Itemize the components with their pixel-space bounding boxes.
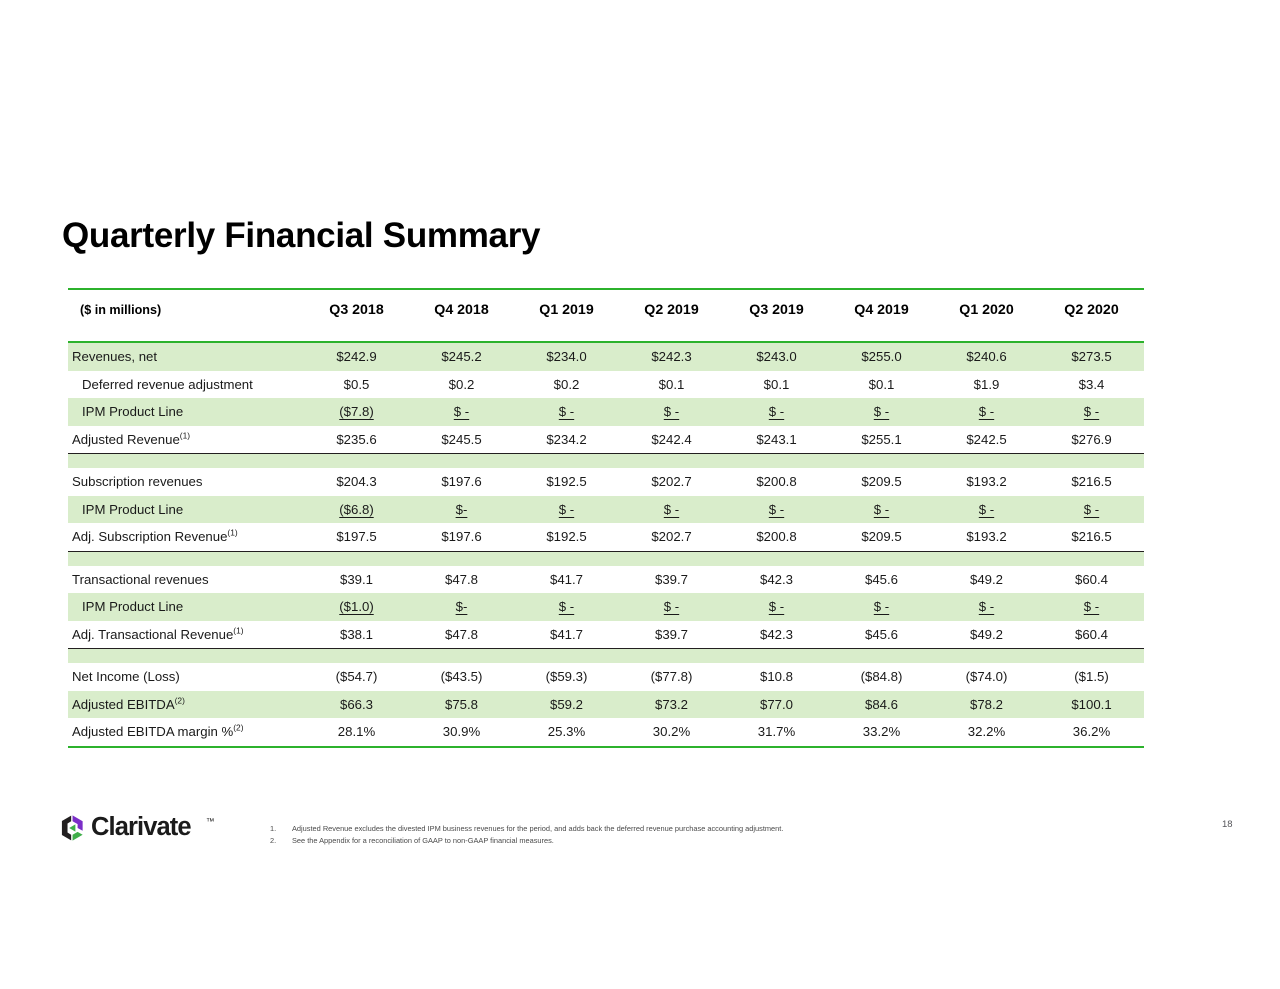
cell-value: ($1.5) bbox=[1074, 669, 1109, 685]
row-label bbox=[68, 468, 304, 496]
cell-value: $234.2 bbox=[546, 431, 587, 447]
table-cell bbox=[724, 621, 829, 649]
table-cell bbox=[304, 496, 409, 524]
table-cell bbox=[1039, 426, 1144, 454]
cell-value: ($74.0) bbox=[965, 669, 1008, 685]
table-cell bbox=[304, 691, 409, 719]
cell-value: $240.6 bbox=[966, 349, 1007, 365]
table-row bbox=[68, 566, 1144, 594]
cell-value: $75.8 bbox=[444, 696, 478, 712]
cell-value: 32.2% bbox=[967, 724, 1006, 740]
table-cell bbox=[619, 523, 724, 551]
trademark-symbol: ™ bbox=[206, 816, 215, 826]
page-title: Quarterly Financial Summary bbox=[62, 216, 541, 255]
cell-value: $235.6 bbox=[336, 431, 377, 447]
table-row bbox=[68, 523, 1144, 551]
row-label bbox=[68, 718, 304, 747]
units-header: ($ in millions) bbox=[80, 303, 162, 317]
cell-value: $100.1 bbox=[1071, 696, 1112, 712]
cell-value: $41.7 bbox=[549, 571, 583, 587]
cell-value: $ - bbox=[873, 599, 890, 615]
spacer-band bbox=[68, 332, 1144, 342]
table-cell bbox=[934, 468, 1039, 496]
cell-value: $197.6 bbox=[441, 529, 482, 545]
green-rule bbox=[68, 747, 1144, 748]
cell-value: $200.8 bbox=[756, 529, 797, 545]
cell-value: $47.8 bbox=[444, 626, 478, 642]
cell-value: $197.5 bbox=[336, 529, 377, 545]
cell-value: $ - bbox=[873, 501, 890, 517]
column-header-q4-2018: Q4 2018 bbox=[434, 302, 489, 318]
cell-value: $10.8 bbox=[759, 669, 793, 685]
spacer-cell bbox=[68, 332, 1144, 342]
cell-value: $ - bbox=[978, 404, 995, 420]
table-cell bbox=[304, 593, 409, 621]
table-cell bbox=[619, 718, 724, 747]
cell-value: 30.9% bbox=[442, 724, 481, 740]
cell-value: $ - bbox=[453, 404, 470, 420]
table-cell bbox=[829, 426, 934, 454]
table-cell bbox=[934, 593, 1039, 621]
row-label-text: Adjusted EBITDA bbox=[72, 696, 175, 712]
row-label-text: Subscription revenues bbox=[72, 474, 203, 490]
row-label-text: IPM Product Line bbox=[82, 404, 184, 420]
footnote-marker: (1) bbox=[179, 430, 191, 441]
table-row bbox=[68, 718, 1144, 747]
cell-value: $ - bbox=[978, 501, 995, 517]
row-label-text: IPM Product Line bbox=[82, 501, 184, 517]
cell-value: $42.3 bbox=[759, 571, 793, 587]
table-cell bbox=[934, 496, 1039, 524]
table-cell bbox=[829, 718, 934, 747]
footnotes bbox=[270, 823, 970, 846]
quarterly-financial-table bbox=[68, 288, 1144, 748]
table-cell bbox=[934, 621, 1039, 649]
table-cell bbox=[934, 663, 1039, 691]
cell-value: $49.2 bbox=[969, 571, 1003, 587]
cell-value: $42.3 bbox=[759, 626, 793, 642]
table-cell bbox=[514, 691, 619, 719]
cell-value: $ - bbox=[558, 599, 575, 615]
cell-value: $ - bbox=[873, 404, 890, 420]
cell-value: $0.5 bbox=[343, 376, 370, 392]
table-cell bbox=[1039, 371, 1144, 399]
cell-value: $ - bbox=[1083, 404, 1100, 420]
row-label-text: Adj. Subscription Revenue bbox=[72, 529, 228, 545]
table-cell bbox=[934, 398, 1039, 426]
cell-value: $216.5 bbox=[1071, 474, 1112, 490]
table-cell bbox=[619, 663, 724, 691]
table-cell bbox=[514, 523, 619, 551]
footnote-number: 2. bbox=[270, 835, 277, 845]
cell-value: ($1.0) bbox=[339, 599, 374, 615]
cell-value: $0.1 bbox=[763, 376, 790, 392]
rule-cell bbox=[68, 747, 1144, 748]
row-label bbox=[68, 371, 304, 399]
footnote-item bbox=[270, 823, 970, 835]
table-cell bbox=[829, 343, 934, 371]
table-cell bbox=[619, 468, 724, 496]
table-row bbox=[68, 343, 1144, 371]
cell-value: $45.6 bbox=[864, 626, 898, 642]
table-cell bbox=[514, 426, 619, 454]
table-cell bbox=[409, 621, 514, 649]
table-cell bbox=[724, 718, 829, 747]
clarivate-logo bbox=[58, 812, 218, 846]
cell-value: $192.5 bbox=[546, 474, 587, 490]
cell-value: ($59.3) bbox=[545, 669, 588, 685]
spacer-cell bbox=[68, 552, 1144, 566]
table-row bbox=[68, 468, 1144, 496]
column-header-q2-2020: Q2 2020 bbox=[1064, 302, 1119, 318]
table-cell bbox=[304, 621, 409, 649]
table-cell bbox=[619, 426, 724, 454]
cell-value: $255.1 bbox=[861, 431, 902, 447]
cell-value: $209.5 bbox=[861, 529, 902, 545]
cell-value: $0.1 bbox=[658, 376, 685, 392]
cell-value: $0.2 bbox=[553, 376, 580, 392]
table-row bbox=[68, 691, 1144, 719]
table-cell bbox=[409, 371, 514, 399]
cell-value: 33.2% bbox=[862, 724, 901, 740]
cell-value: $59.2 bbox=[549, 696, 583, 712]
footnote-marker: (1) bbox=[233, 625, 244, 636]
table-row bbox=[68, 426, 1144, 454]
table-cell bbox=[514, 663, 619, 691]
table-body bbox=[68, 289, 1144, 748]
table-cell bbox=[619, 593, 724, 621]
table-cell bbox=[514, 593, 619, 621]
table-cell bbox=[934, 426, 1039, 454]
row-label bbox=[68, 663, 304, 691]
table-cell bbox=[829, 523, 934, 551]
table-row bbox=[68, 663, 1144, 691]
cell-value: $77.0 bbox=[759, 696, 793, 712]
table-cell bbox=[724, 663, 829, 691]
table-cell bbox=[1039, 663, 1144, 691]
cell-value: $- bbox=[455, 599, 468, 615]
table-cell bbox=[304, 663, 409, 691]
table-cell bbox=[1039, 343, 1144, 371]
table-cell bbox=[934, 371, 1039, 399]
table-cell bbox=[409, 468, 514, 496]
cell-value: ($7.8) bbox=[339, 404, 374, 420]
table-cell bbox=[619, 496, 724, 524]
cell-value: ($43.5) bbox=[440, 669, 483, 685]
table-cell bbox=[1039, 691, 1144, 719]
cell-value: $193.2 bbox=[966, 474, 1007, 490]
cell-value: $202.7 bbox=[651, 529, 692, 545]
cell-value: $245.2 bbox=[441, 349, 482, 365]
table-cell bbox=[1039, 398, 1144, 426]
table-cell bbox=[934, 691, 1039, 719]
cell-value: 36.2% bbox=[1072, 724, 1111, 740]
table-cell bbox=[514, 621, 619, 649]
table-cell bbox=[619, 691, 724, 719]
table-cell bbox=[724, 523, 829, 551]
table-cell bbox=[619, 566, 724, 594]
table-cell bbox=[934, 718, 1039, 747]
table-cell bbox=[304, 523, 409, 551]
cell-value: $202.7 bbox=[651, 474, 692, 490]
cell-value: $ - bbox=[558, 501, 575, 517]
row-label-text: Adjusted Revenue bbox=[72, 431, 180, 447]
logo-wordmark: Clarivate bbox=[91, 813, 191, 841]
cell-value: $197.6 bbox=[441, 474, 482, 490]
cell-value: $39.7 bbox=[654, 626, 688, 642]
spacer-band bbox=[68, 552, 1144, 566]
cell-value: $245.5 bbox=[441, 431, 482, 447]
cell-value: $45.6 bbox=[864, 571, 898, 587]
cell-value: $78.2 bbox=[969, 696, 1003, 712]
cell-value: ($54.7) bbox=[335, 669, 378, 685]
table-cell bbox=[409, 523, 514, 551]
cell-value: $ - bbox=[663, 599, 680, 615]
row-label bbox=[68, 426, 304, 454]
cell-value: $1.9 bbox=[973, 376, 1000, 392]
row-label bbox=[68, 496, 304, 524]
row-label-text: Adj. Transactional Revenue bbox=[72, 626, 234, 642]
table-cell bbox=[409, 398, 514, 426]
cell-value: $ - bbox=[558, 404, 575, 420]
spacer-cell bbox=[68, 454, 1144, 468]
cell-value: $39.7 bbox=[654, 571, 688, 587]
row-label bbox=[68, 621, 304, 649]
row-label bbox=[68, 343, 304, 371]
table-cell bbox=[409, 718, 514, 747]
table-cell bbox=[724, 468, 829, 496]
footnote-marker: (1) bbox=[227, 527, 238, 538]
cell-value: $ - bbox=[663, 404, 680, 420]
table-cell bbox=[409, 691, 514, 719]
table-cell bbox=[1039, 593, 1144, 621]
row-label bbox=[68, 398, 304, 426]
cell-value: $276.9 bbox=[1071, 431, 1112, 447]
cell-value: $73.2 bbox=[654, 696, 688, 712]
cell-value: $60.4 bbox=[1074, 571, 1108, 587]
column-header-q3-2018: Q3 2018 bbox=[329, 302, 384, 318]
cell-value: $0.1 bbox=[868, 376, 895, 392]
table-cell bbox=[829, 566, 934, 594]
table-cell bbox=[1039, 523, 1144, 551]
table-cell bbox=[934, 566, 1039, 594]
cell-value: $84.6 bbox=[864, 696, 898, 712]
cell-value: $243.1 bbox=[756, 431, 797, 447]
table-row bbox=[68, 593, 1144, 621]
table-cell bbox=[409, 426, 514, 454]
table-cell bbox=[724, 398, 829, 426]
cell-value: $47.8 bbox=[444, 571, 478, 587]
cell-value: $242.5 bbox=[966, 431, 1007, 447]
table-row bbox=[68, 398, 1144, 426]
table-cell bbox=[829, 496, 934, 524]
cell-value: $ - bbox=[768, 599, 785, 615]
table-cell bbox=[514, 468, 619, 496]
table-cell bbox=[829, 468, 934, 496]
table-cell bbox=[1039, 496, 1144, 524]
table-cell bbox=[304, 371, 409, 399]
table-cell bbox=[829, 398, 934, 426]
row-label-text: Deferred revenue adjustment bbox=[82, 376, 253, 392]
table-cell bbox=[619, 343, 724, 371]
row-label bbox=[68, 691, 304, 719]
financial-table-container bbox=[68, 288, 1144, 748]
cell-value: $204.3 bbox=[336, 474, 377, 490]
cell-value: $242.9 bbox=[336, 349, 377, 365]
clarivate-hexagon-icon bbox=[58, 814, 86, 842]
cell-value: $192.5 bbox=[546, 529, 587, 545]
table-cell bbox=[1039, 566, 1144, 594]
table-cell bbox=[304, 468, 409, 496]
cell-value: ($77.8) bbox=[650, 669, 693, 685]
cell-value: $3.4 bbox=[1078, 376, 1105, 392]
cell-value: $200.8 bbox=[756, 474, 797, 490]
spacer-band bbox=[68, 649, 1144, 663]
row-label-text: Adjusted EBITDA margin % bbox=[72, 724, 234, 740]
column-header-q1-2020: Q1 2020 bbox=[959, 302, 1014, 318]
table-cell bbox=[829, 691, 934, 719]
table-cell bbox=[514, 566, 619, 594]
table-cell bbox=[514, 718, 619, 747]
cell-value: 25.3% bbox=[547, 724, 586, 740]
cell-value: $209.5 bbox=[861, 474, 902, 490]
cell-value: ($6.8) bbox=[339, 501, 374, 517]
cell-value: ($84.8) bbox=[860, 669, 903, 685]
cell-value: $243.0 bbox=[756, 349, 797, 365]
cell-value: $ - bbox=[768, 404, 785, 420]
table-cell bbox=[409, 663, 514, 691]
column-header-q2-2019: Q2 2019 bbox=[644, 302, 699, 318]
cell-value: $193.2 bbox=[966, 529, 1007, 545]
cell-value: $ - bbox=[663, 501, 680, 517]
row-label-text: Transactional revenues bbox=[72, 571, 209, 587]
table-cell bbox=[724, 426, 829, 454]
cell-value: $ - bbox=[978, 599, 995, 615]
cell-value: $ - bbox=[1083, 599, 1100, 615]
row-label-text: IPM Product Line bbox=[82, 599, 184, 615]
table-cell bbox=[304, 343, 409, 371]
row-label bbox=[68, 523, 304, 551]
column-header-q4-2019: Q4 2019 bbox=[854, 302, 909, 318]
table-cell bbox=[724, 371, 829, 399]
table-cell bbox=[304, 718, 409, 747]
table-row bbox=[68, 371, 1144, 399]
table-cell bbox=[934, 343, 1039, 371]
table-header-row bbox=[68, 290, 1144, 332]
table-cell bbox=[514, 398, 619, 426]
footnote-item bbox=[270, 835, 970, 847]
spacer-band bbox=[68, 454, 1144, 468]
table-cell bbox=[304, 426, 409, 454]
row-label bbox=[68, 566, 304, 594]
table-cell bbox=[619, 371, 724, 399]
footnote-text: Adjusted Revenue excludes the divested IPM business revenues for the period, and adds back the deferred revenue purchase accounting adjustment. bbox=[292, 824, 784, 833]
table-cell bbox=[304, 398, 409, 426]
cell-value: $234.0 bbox=[546, 349, 587, 365]
cell-value: $49.2 bbox=[969, 626, 1003, 642]
table-cell bbox=[514, 343, 619, 371]
cell-value: $ - bbox=[1083, 501, 1100, 517]
table-cell bbox=[934, 523, 1039, 551]
cell-value: 31.7% bbox=[757, 724, 796, 740]
cell-value: $216.5 bbox=[1071, 529, 1112, 545]
table-cell bbox=[304, 566, 409, 594]
table-cell bbox=[829, 621, 934, 649]
cell-value: $242.3 bbox=[651, 349, 692, 365]
footnote-marker: (2) bbox=[174, 695, 185, 706]
cell-value: 30.2% bbox=[652, 724, 691, 740]
cell-value: 28.1% bbox=[337, 724, 376, 740]
cell-value: $273.5 bbox=[1071, 349, 1112, 365]
table-cell bbox=[829, 663, 934, 691]
cell-value: $60.4 bbox=[1074, 626, 1108, 642]
table-cell bbox=[1039, 718, 1144, 747]
cell-value: $ - bbox=[768, 501, 785, 517]
footnote-text: See the Appendix for a reconciliation of GAAP to non-GAAP financial measures. bbox=[292, 835, 554, 845]
table-cell bbox=[514, 496, 619, 524]
cell-value: $66.3 bbox=[339, 696, 373, 712]
table-cell bbox=[829, 593, 934, 621]
row-label-text: Revenues, net bbox=[72, 349, 158, 365]
cell-value: $- bbox=[455, 501, 468, 517]
table-row bbox=[68, 621, 1144, 649]
cell-value: $255.0 bbox=[861, 349, 902, 365]
row-label-text: Net Income (Loss) bbox=[72, 669, 180, 685]
column-header-q1-2019: Q1 2019 bbox=[539, 302, 594, 318]
table-cell bbox=[409, 593, 514, 621]
table-cell bbox=[724, 566, 829, 594]
spacer-cell bbox=[68, 649, 1144, 663]
table-cell bbox=[514, 371, 619, 399]
table-cell bbox=[409, 566, 514, 594]
cell-value: $0.2 bbox=[448, 376, 475, 392]
footnote-number: 1. bbox=[270, 824, 277, 833]
table-cell bbox=[724, 593, 829, 621]
table-cell bbox=[724, 496, 829, 524]
footnote-marker: (2) bbox=[233, 722, 244, 733]
cell-value: $242.4 bbox=[651, 431, 692, 447]
table-cell bbox=[1039, 621, 1144, 649]
table-row bbox=[68, 496, 1144, 524]
table-cell bbox=[724, 691, 829, 719]
column-header-q3-2019: Q3 2019 bbox=[749, 302, 804, 318]
table-cell bbox=[619, 398, 724, 426]
table-cell bbox=[619, 621, 724, 649]
table-cell bbox=[829, 371, 934, 399]
table-cell bbox=[724, 343, 829, 371]
cell-value: $41.7 bbox=[549, 626, 583, 642]
table-cell bbox=[1039, 468, 1144, 496]
cell-value: $39.1 bbox=[339, 571, 373, 587]
table-cell bbox=[409, 343, 514, 371]
row-label bbox=[68, 593, 304, 621]
table-cell bbox=[409, 496, 514, 524]
page-number: 18 bbox=[1222, 819, 1233, 830]
cell-value: $38.1 bbox=[339, 626, 373, 642]
